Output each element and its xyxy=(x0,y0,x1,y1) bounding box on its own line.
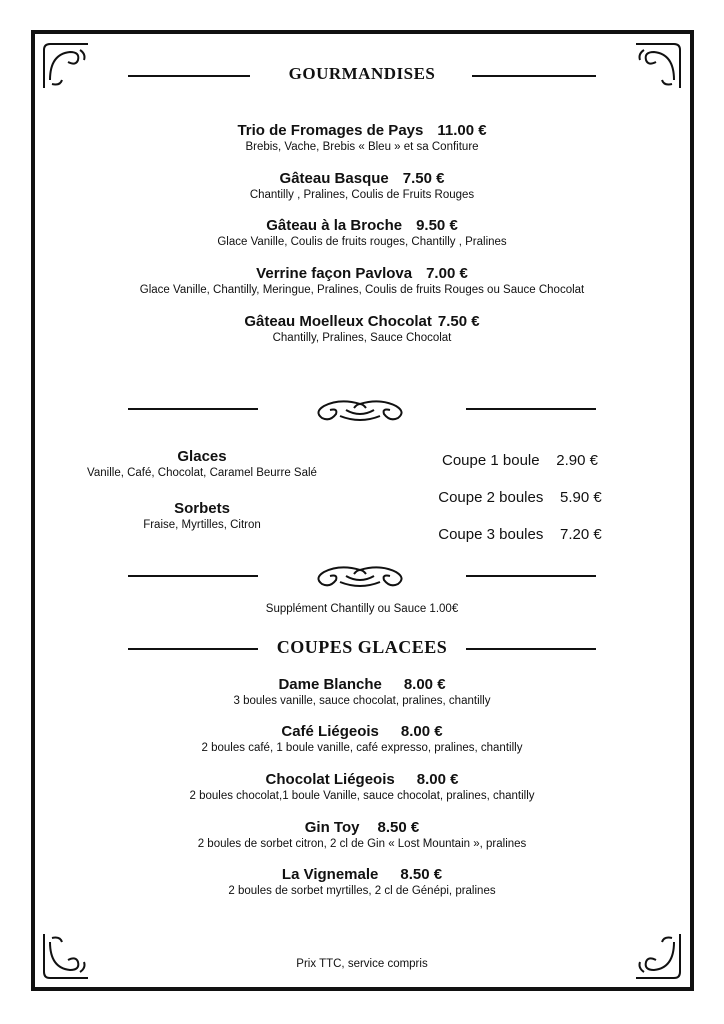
item-description: 2 boules de sorbet myrtilles, 2 cl de Génépi, pralines xyxy=(228,885,496,897)
item-name: Gâteau à la Broche xyxy=(266,217,403,234)
divider-line xyxy=(466,648,596,650)
glaces-description: Vanille, Café, Chocolat, Caramel Beurre Salé xyxy=(87,467,317,479)
item-price: 7.50 € xyxy=(437,313,480,330)
item-description: Chantilly , Pralines, Coulis de Fruits Rouges xyxy=(249,189,475,201)
item-price: 8.00 € xyxy=(403,676,446,693)
menu-item xyxy=(0,265,724,297)
item-price: 9.50 € xyxy=(416,217,458,234)
glaces-title: Glaces xyxy=(177,448,227,465)
menu-item xyxy=(0,723,724,755)
item-price: 8.00 € xyxy=(400,723,443,740)
item-price: 8.00 € xyxy=(416,771,459,788)
footer-note: Prix TTC, service compris xyxy=(296,958,428,970)
item-name: Gin Toy xyxy=(304,819,360,836)
item-description: 3 boules vanille, sauce chocolat, pralines, chantilly xyxy=(233,695,491,707)
item-description: 2 boules café, 1 boule vanille, café expresso, pralines, chantilly xyxy=(201,742,523,754)
item-description: Glace Vanille, Coulis de fruits rouges, Chantilly , Pralines xyxy=(217,236,507,248)
item-name: Gâteau Basque xyxy=(279,170,389,187)
section-title-gourmandises: GOURMANDISES xyxy=(288,64,436,83)
menu-item xyxy=(0,676,724,708)
item-price: 7.50 € xyxy=(402,170,445,187)
menu-item xyxy=(0,217,724,249)
item-name: Trio de Fromages de Pays xyxy=(237,122,424,139)
menu-item xyxy=(0,819,724,851)
item-price: 7.00 € xyxy=(426,265,468,282)
menu-item xyxy=(0,771,724,803)
coupe-label: Coupe 3 boules xyxy=(438,526,544,543)
coupe-label: Coupe 1 boule xyxy=(442,452,540,469)
corner-ornament-bottom-left-icon xyxy=(40,930,92,982)
item-name: Chocolat Liégeois xyxy=(265,771,395,788)
sorbets-description: Fraise, Myrtilles, Citron xyxy=(143,519,261,531)
corner-ornament-bottom-right-icon xyxy=(632,930,684,982)
flourish-ornament-icon xyxy=(310,562,410,592)
section-title-coupes-glacees: COUPES GLACEES xyxy=(276,637,448,657)
supplement-note: Supplément Chantilly ou Sauce 1.00€ xyxy=(265,603,459,615)
coupe-price-row xyxy=(420,452,620,470)
divider-line xyxy=(472,75,596,77)
item-name: Gâteau Moelleux Chocolat xyxy=(244,313,432,330)
item-description: 2 boules de sorbet citron, 2 cl de Gin « Lost Mountain », pralines xyxy=(197,838,527,850)
coupe-price: 7.20 € xyxy=(560,526,602,543)
sorbets-title: Sorbets xyxy=(174,500,230,517)
item-name: La Vignemale xyxy=(281,866,379,883)
divider-line xyxy=(128,575,258,577)
item-description: Brebis, Vache, Brebis « Bleu » et sa Confiture xyxy=(245,141,479,153)
menu-item xyxy=(0,866,724,898)
item-name: Verrine façon Pavlova xyxy=(256,265,413,282)
coupe-label: Coupe 2 boules xyxy=(438,489,544,506)
item-price: 8.50 € xyxy=(377,819,420,836)
item-description: 2 boules chocolat,1 boule Vanille, sauce chocolat, pralines, chantilly xyxy=(189,790,535,802)
glaces-block xyxy=(60,448,344,480)
flourish-ornament-icon xyxy=(310,396,410,426)
item-description: Glace Vanille, Chantilly, Meringue, Pralines, Coulis de fruits Rouges ou Sauce Chocolat xyxy=(139,284,585,296)
menu-item xyxy=(0,170,724,202)
coupe-price-row xyxy=(420,526,620,544)
item-description: Chantilly, Pralines, Sauce Chocolat xyxy=(272,332,452,344)
sorbets-block xyxy=(60,500,344,532)
menu-item xyxy=(0,313,724,345)
item-price: 8.50 € xyxy=(400,866,443,883)
coupe-price-row xyxy=(420,489,620,507)
divider-line xyxy=(466,408,596,410)
divider-line xyxy=(128,408,258,410)
item-price: 11.00 € xyxy=(437,122,487,139)
item-name: Dame Blanche xyxy=(278,676,382,693)
divider-line xyxy=(466,575,596,577)
coupe-price: 5.90 € xyxy=(560,489,602,506)
menu-item xyxy=(0,122,724,154)
coupe-price: 2.90 € xyxy=(556,452,598,469)
item-name: Café Liégeois xyxy=(281,723,379,740)
